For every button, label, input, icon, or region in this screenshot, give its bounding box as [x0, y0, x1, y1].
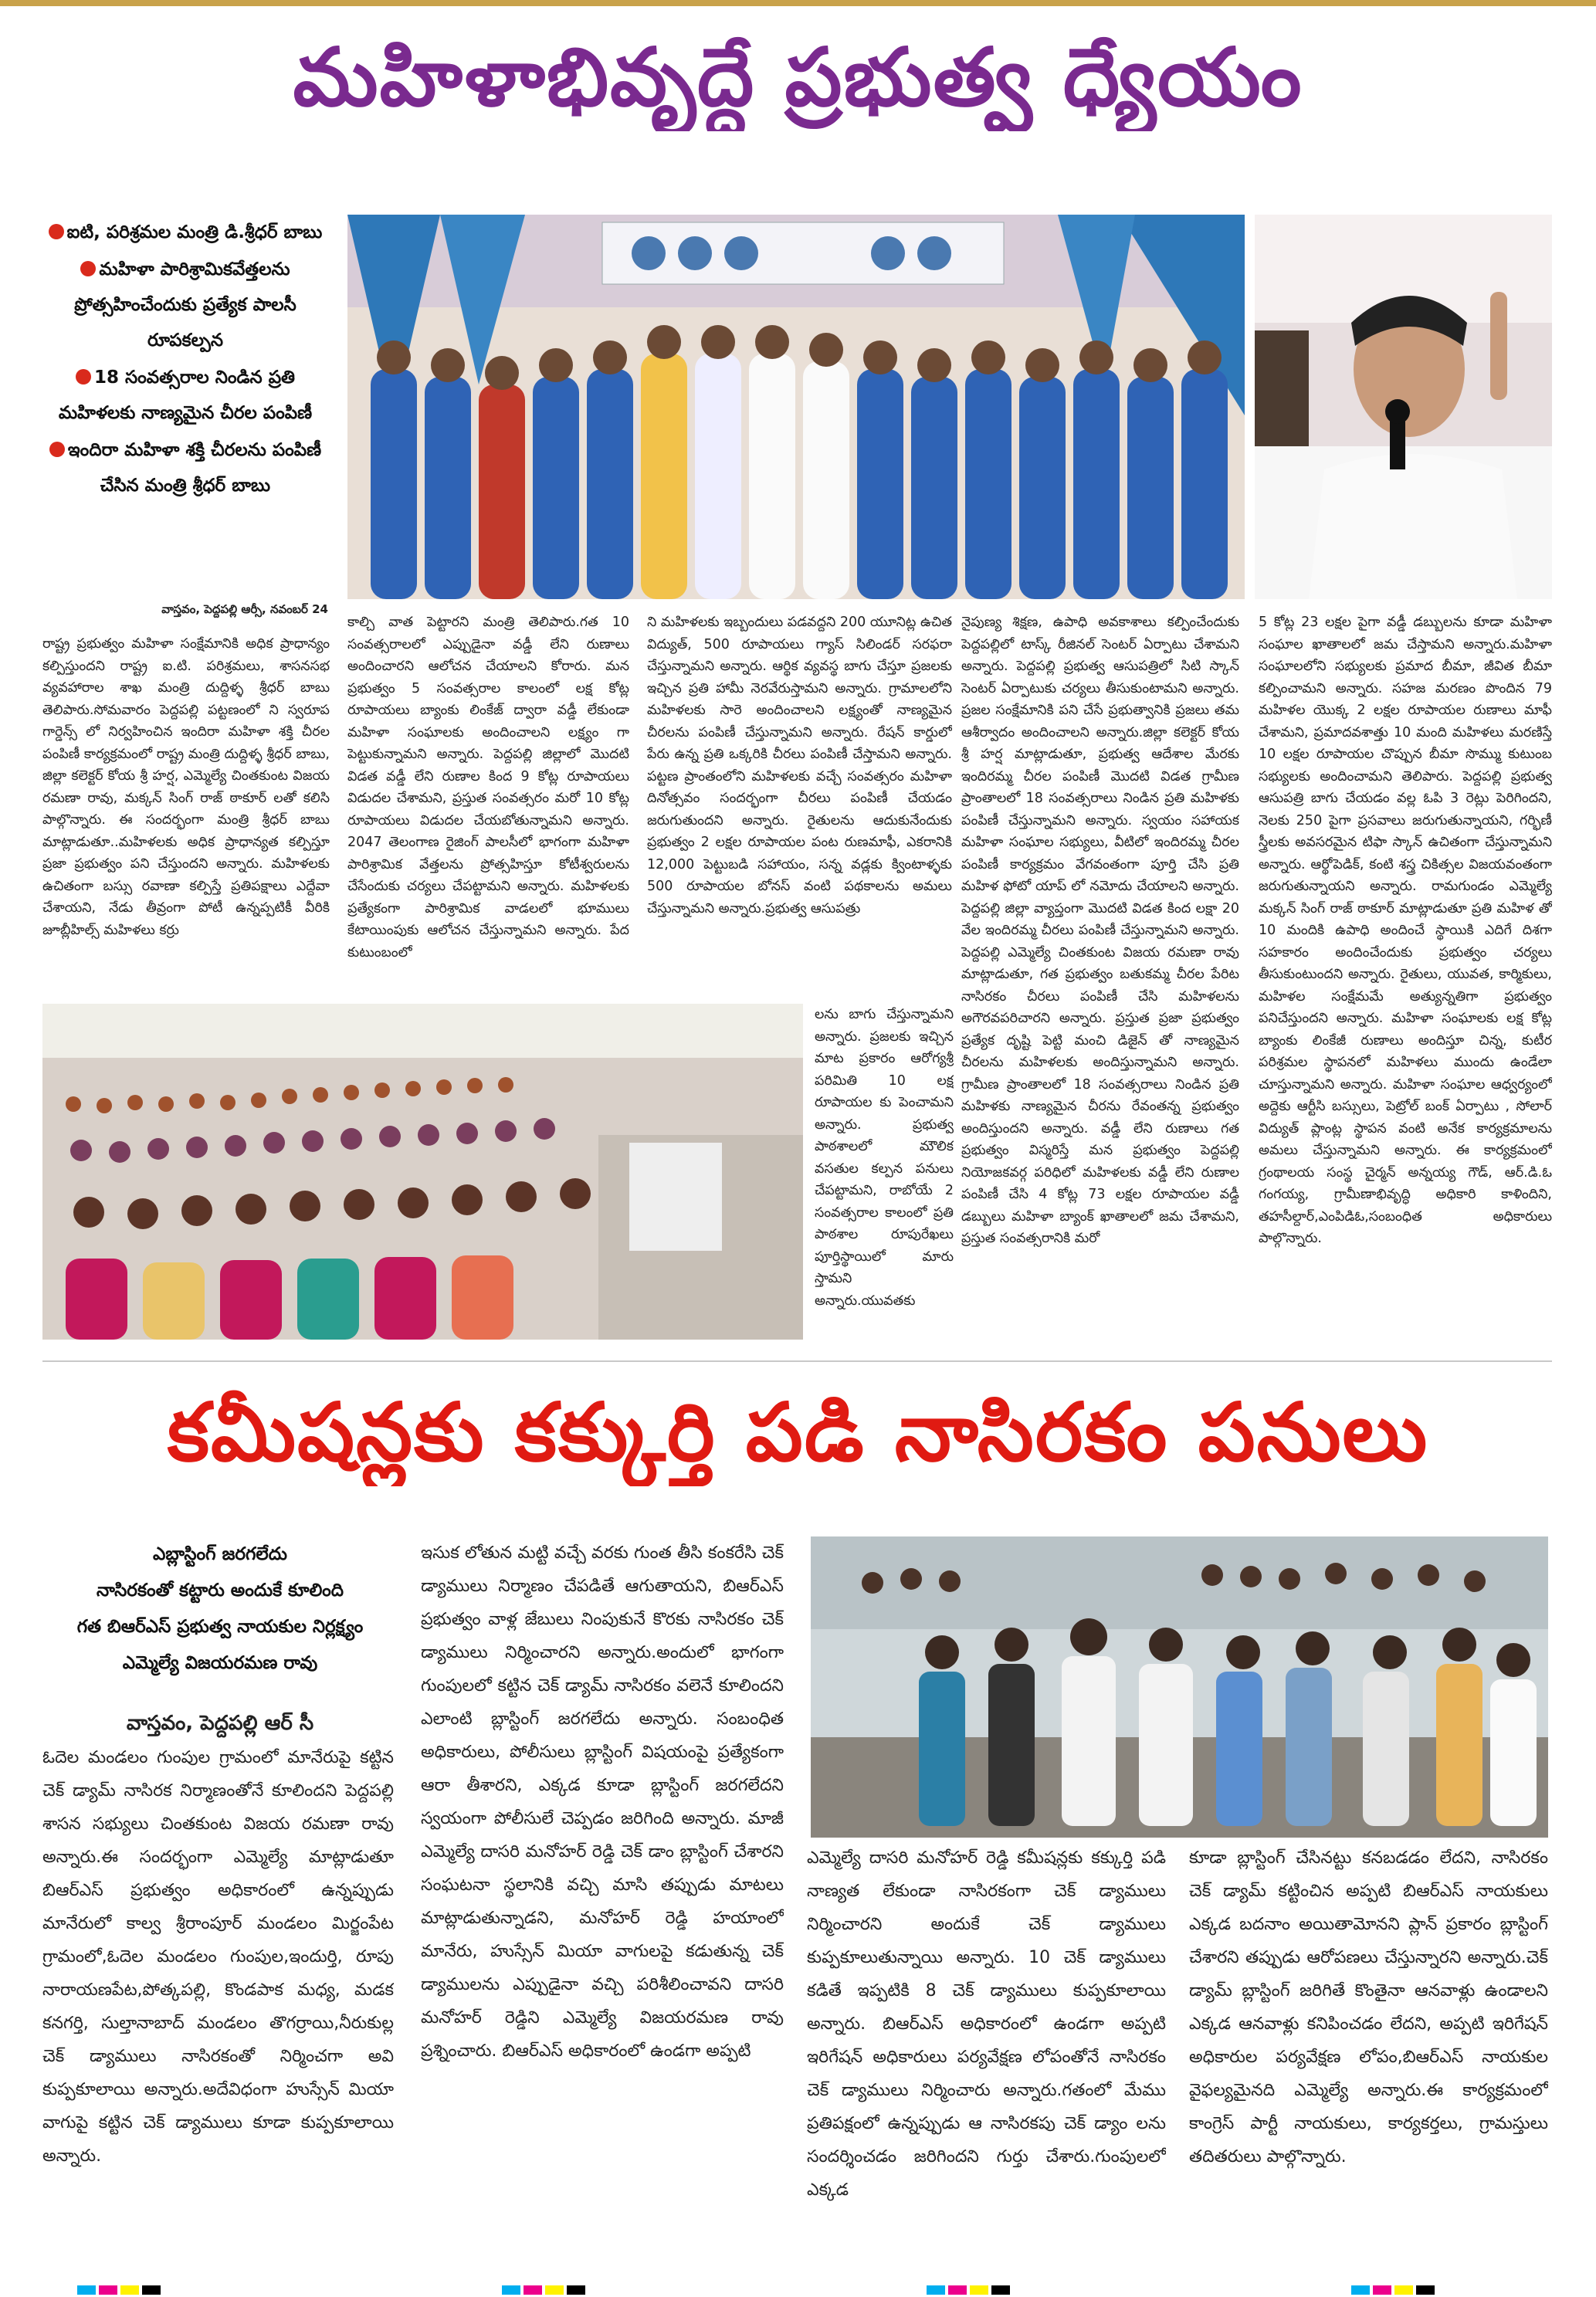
- highlight-item: మహిళా పారిశ్రామికవేత్తలను ప్రోత్సహించేందుకు ప్రత్యేక పాలసీ రూపకల్పన: [74, 259, 296, 351]
- bullet-dot-icon: [76, 369, 91, 385]
- photo-women-audience: [42, 1004, 803, 1340]
- photo-check-dam-inspection: [811, 1536, 1548, 1838]
- color-bar-marks: [0, 2282, 1596, 2297]
- photo-group-saree-distribution: [347, 215, 1245, 599]
- bullet-dot-icon: [80, 261, 96, 276]
- story2-column-2: ఇసుక లోతున మట్టి వచ్చే వరకు గుంత తీసి కంకరేసి చెక్ డ్యాములు నిర్మాణం చేపడితే ఆగుతాయని, బిఆర్ఎస్ ప్రభుత్వం వాళ్ల జేబులు నింపుకునే కొరకు నాసిరకం చెక్ డ్యాములు నిర్మించారని అన్నారు.అందులో భాగంగా గుంపులలో కట్టిన చెక్ డ్యామ్ నాసిరకం వలెనే కూలిందని ఎలాంటి బ్లాస్టింగ్ జరగలేదు అన్నారు. సంబంధిత అధికారులు, పోలీసులు బ్లాస్టింగ్ విషయంపై ప్రత్యేకంగా ఆరా తీశారని, ఎక్కడ కూడా బ్లాస్టింగ్ జరగలేదని స్వయంగా పోలీసులే చెప్పడం జరిగింది అన్నారు. మాజీ ఎమ్మెల్యే దాసరి మనోహర్ రెడ్డి చెక్ డాం బ్లాస్టింగ్ చేశారని సంఘటనా స్థలానికి వచ్చి మాసి తప్పుడు మాటలు మాట్లాడుతున్నాడని, మనోహర్ రెడ్డి హయాంలో మానేరు, హుస్సేన్ మియా వాగులపై కడుతున్న చెక్ డ్యాములను ఎప్పుడైనా వచ్చి పరిశీలించావని దాసరి మనోహర్ రెడ్డిని ఎమ్మెల్యే విజయరమణ రావు ప్రశ్నించారు. బిఆర్ఎస్ అధికారంలో ఉండగా అప్పటి: [421, 1543, 784, 2061]
- story1-column-3b: లను బాగు చేస్తున్నామని అన్నారు. ప్రజలకు ఇచ్చిన మాట ప్రకారం ఆరోగ్యశ్రీ పరిమితి 10 లక్ష రూపాయల కు పెంచామని అన్నారు. ప్రభుత్వ పాఠశాలలో మౌలిక వసతుల కల్పన పనులు చేపట్టామని, రాబోయే 2 సంవత్సరాల కాలంలో ప్రతి పాఠశాల రూపురేఖలు పూర్తిస్థాయిలో మారు స్తామని అన్నారు.యువతకు: [815, 1007, 954, 1309]
- section-divider: [42, 1360, 1552, 1362]
- minister-photo-illustration: [1255, 215, 1552, 599]
- story2-column-4: కూడా బ్లాస్టింగ్ చేసినట్టు కనబడడం లేదని, నాసిరకం చెక్ డ్యామ్ కట్టించిన అప్పటి బిఆర్ఎస్ నాయకులు ఎక్కడ బదనాం అయితామోనని ప్లాన్ ప్రకారం బ్లాస్టింగ్ చేశారని తప్పుడు ఆరోపణలు చేస్తున్నారని అన్నారు.చెక్ డ్యామ్ బ్లాస్టింగ్ జరిగితే కొంతైనా ఆనవాళ్లు ఉండాలని ఎక్కడ ఆనవాళ్లు కనిపించడం లేదని, అప్పటి ఇరిగేషన్ అధికారుల పర్యవేక్షణ లోపం,బిఆర్ఎస్ నాయకుల వైఫల్యమైనది ఎమ్మెల్యే అన్నారు.ఈ కార్యక్రమంలో కాంగ్రెస్ పార్టీ నాయకులు, కార్యకర్తలు, గ్రామస్తులు తదితరులు పాల్గొన్నారు.: [1189, 1848, 1548, 2167]
- group-photo-illustration: [347, 215, 1245, 599]
- kicker-line: నాసిరకంతో కట్టారు అందుకే కూలింది: [96, 1580, 344, 1601]
- story1-column-1: రాష్ట్ర ప్రభుత్వం మహిళా సంక్షేమానికి అధిక ప్రాధాన్యం కల్పిస్తుందని రాష్ట్ర ఐ.టి. పరిశ్రమలు, శాసనసభ వ్యవహారాల శాఖ మంత్రి దుద్దిళ్ళ శ్రీధర్ బాబు తెలిపారు.సోమవారం పెద్దపల్లి పట్టణంలో ని స్వరూప గార్డెన్స్ లో నిర్వహించిన ఇందిరా మహిళా శక్తి చీరల పంపిణీ కార్యక్రమంలో రాష్ట్ర మంత్రి దుద్దిళ్ళ శ్రీధర్ బాబు, జిల్లా కలెక్టర్ కోయ శ్రీ హర్ష, ఎమ్మెల్యే చింతకుంట విజయ రమణా రావు, మక్కన్ సింగ్ రాజ్ ఠాకూర్ లతో కలిసి పాల్గొన్నారు. ఈ సందర్భంగా మంత్రి శ్రీధర్ బాబు మాట్లాడుతూ..మహిళలకు అధిక ప్రాధాన్యత కల్పిస్తూ ప్రజా ప్రభుత్వం పని చేస్తుందని అన్నారు. మహిళలకు ఉచితంగా బస్సు రవాణా కల్పిస్తే ప్రతిపక్షాలు ఎద్దేవా చేశాయని, నేడు తీవ్రంగా పోటీ ఉన్నప్పటికీ వీరికి జూబ్లీహిల్స్ మహిళలు కర్రు: [42, 636, 330, 938]
- kicker-line: ఎమ్మెల్యే విజయరమణ రావు: [122, 1653, 318, 1673]
- story2-dateline: వాస్తవం, పెద్దపల్లి ఆర్ సీ: [126, 1712, 314, 1735]
- print-registration-marks: [0, 2282, 1596, 2297]
- highlight-item: ఇందిరా మహిళా శక్తి చీరలను పంపిణీ చేసిన మంత్రి శ్రీధర్ బాబు: [42, 432, 328, 503]
- headline-substandard-works: కమీషన్లకు కక్కుర్తి పడి నాసిరకం పనులు: [167, 1385, 1429, 1479]
- story2-column-3: ఎమ్మెల్యే దాసరి మనోహర్ రెడ్డి కమీషన్లకు కక్కుర్తి పడి నాణ్యత లేకుండా నాసిరకంగా చెక్ డ్యాములు నిర్మించారని అందుకే చెక్ డ్యాములు కుప్పకూలుతున్నాయి అన్నారు. 10 చెక్ డ్యాములు కడితే ఇప్పటికి 8 చెక్ డ్యాములు కుప్పకూలాయి అన్నారు. బిఆర్ఎస్ అధికారంలో ఉండగా అప్పటి ఇరిగేషన్ అధికారులు పర్యవేక్షణ లోపంతోనే నాసిరకం చెక్ డ్యాములు నిర్మించారు అన్నారు.గతంలో మేము ప్రతిపక్షంలో ఉన్నప్పుడు ఆ నాసిరకపు చెక్ డ్యాం లను సందర్శించడం జరిగిందని గుర్తు చేశారు.గుంపులలో ఎక్కడ: [807, 1848, 1166, 2200]
- kicker-line: ఎబ్లాస్టింగ్ జరగలేదు: [153, 1544, 287, 1564]
- story1-highlights: [42, 215, 328, 505]
- story2-column-1: ఓదెల మండలం గుంపుల గ్రామంలో మానేరుపై కట్టిన చెక్ డ్యామ్ నాసిరక నిర్మాణంతోనే కూలిందని పెద్దపల్లి శాసన సభ్యులు చింతకుంట విజయ రమణా రావు అన్నారు.ఈ సందర్భంగా ఎమ్మెల్యే మాట్లాడుతూ బిఆర్ఎస్ ప్రభుత్వం అధికారంలో ఉన్నప్పుడు మానేరులో కాల్వ శ్రీరాంపూర్ మండలం మిర్జంపేట గ్రామంలో,ఓదెల మండలం గుంపుల,ఇందుర్తి, రూపు నారాయణపేట,పోత్కపల్లి, కొండపాక మధ్య, మడక కనగర్తి, సుల్తానాబాద్ మండలం తొగర్రాయి,నీరుకుల్ల చెక్ డ్యాములు నాసిరకంతో నిర్మించగా అవి కుప్పకూలాయి అన్నారు.అదేవిధంగా హుస్సేన్ మియా వాగుపై కట్టిన చెక్ డ్యాములు కూడా కుప్పకూలాయి అన్నారు.: [42, 1748, 394, 2166]
- top-color-bar: [0, 0, 1596, 6]
- story1-column-5: 5 కోట్ల 23 లక్షల పైగా వడ్డీ డబ్బులను కూడా మహిళా సంఘాల ఖాతాలలో జమ చేస్తామని అన్నారు.మహిళా సంఘాలలోని సభ్యులకు ప్రమాద బీమా, జీవిత బీమా కల్పించామని అన్నారు. సహజ మరణం పొందిన 79 మహిళల యొక్క 2 లక్షల రూపాయల రుణాలు మాఫీ చేశామని, ప్రమాదవశాత్తు 10 మంది మహిళలు మరణిస్తే 10 లక్షల రూపాయల చొప్పున బీమా సొమ్ము కుటుంబ సభ్యులకు అందించామని తెలిపారు. పెద్దపల్లి ప్రభుత్వ ఆసుపత్రి బాగు చేయడం వల్ల ఓపి 3 రెట్లు పెరిగిందని, నెలకు 250 పైగా ప్రసవాలు జరుగుతున్నాయని, గర్భిణీ స్త్రీలకు అవసరమైన టిఫా స్కాన్ ఉచితంగా చేస్తున్నామని అన్నారు. ఆర్థోపెడిక్, కంటి శస్త్ర చికిత్సల విజయవంతంగా జరుగుతున్నాయని అన్నారు. రామగుండం ఎమ్మెల్యే మక్కన్ సింగ్ రాజ్ ఠాకూర్ మాట్లాడుతూ ప్రతి మహిళ తో 10 మందికి ఉపాధి అందించే స్థాయికి ఎదిగే దిశగా సహకారం అందించేందుకు ప్రభుత్వం చర్యలు తీసుకుంటుందని అన్నారు. రైతులు, యువత, కార్మికులు, మహిళల సంక్షేమమే అత్యున్నతిగా ప్రభుత్వం పనిచేస్తుందని అన్నారు. మహిళా సంఘాలకు లక్ష కోట్ల బ్యాంకు లింకేజీ రుణాలు అందిస్తూ చిన్న, కుటీర పరిశ్రమల స్థాపనలో మహిళలు ముందు ఉండేలా చూస్తున్నామని అన్నారు. మహిళా సంఘాల ఆధ్వర్యంలో అద్దెకు ఆర్టీసి బస్సులు, పెట్రోల్ బంక్ ఏర్పాటు , సోలార్ విద్యుత్ ప్లాంట్ల స్థాపన వంటి అనేక కార్యక్రమాలను అమలు చేస్తున్నామని అన్నారు. ఈ కార్యక్రమంలో గ్రంథాలయ సంస్థ చైర్మన్ అన్నయ్య గౌడ్, ఆర్.డి.ఓ గంగయ్య, గ్రామీణాభివృద్ధి అధికారి కాళిందిని, తహసీల్దార్,ఎంపిడిఓ,సంబంధిత అధికారులు పాల్గొన్నారు.: [1259, 615, 1552, 1246]
- story1-column-3: ని మహిళలకు ఇబ్బందులు పడవద్దని 200 యూనిట్ల ఉచిత విద్యుత్, 500 రూపాయలు గ్యాస్ సిలిండర్ సరఫరా చేస్తున్నామని అన్నారు. ఆర్థిక వ్యవస్థ బాగు చేస్తూ ప్రజలకు ఇచ్చిన ప్రతి హామీ నెరవేరుస్తామని అన్నారు. గ్రామాలలోని మహిళలకు సారె అందించాలని లక్ష్యంతో నాణ్యమైన చీరలను పంపిణీ చేస్తున్నామని అన్నారు. రేషన్ కార్డులో పేరు ఉన్న ప్రతి ఒక్కరికి చీరలు పంపిణీ చేస్తామని అన్నారు. పట్టణ ప్రాంతంలోని మహిళలకు వచ్చే సంవత్సరం మహిళా దినోత్సవం సందర్భంగా చీరలు పంపిణీ చేయడం జరుగుతుందని అన్నారు. రైతులను ఆదుకునేందుకు ప్రభుత్వం 2 లక్షల రూపాయల పంట రుణమాఫీ, ఎకరానికి 12,000 పెట్టుబడి సహాయం, సన్న వడ్లకు క్వింటాళ్ళకు 500 రూపాయల బోనస్ వంటి పథకాలను అమలు చేస్తున్నామని అన్నారు.ప్రభుత్వ ఆసుపత్రు: [647, 615, 952, 916]
- highlight-item: 18 సంవత్సరాల నిండిన ప్రతి మహిళలకు నాణ్యమైన చీరల పంపిణీ: [58, 368, 313, 423]
- bullet-dot-icon: [49, 224, 64, 239]
- story1-column-4: నైపుణ్య శిక్షణ, ఉపాధి అవకాశాలు కల్పించేందుకు పెద్దపల్లిలో టాస్క్ రీజినల్ సెంటర్ ఏర్పాటు చేశామని అన్నారు. పెద్దపల్లి ప్రభుత్వ ఆసుపత్రిలో సిటి స్కాన్ సెంటర్ ఏర్పాటుకు చర్యలు తీసుకుంటామని అన్నారు. ప్రజల సంక్షేమానికి పని చేసే ప్రభుత్వానికి ప్రజలు తమ ఆశీర్వాదం అందించాలని అన్నారు.జిల్లా కలెక్టర్ కోయ శ్రీ హర్ష మాట్లాడుతూ, ప్రభుత్వ ఆదేశాల మేరకు ఇందిరమ్మ చీరల పంపిణీ మొదటి విడత గ్రామీణ ప్రాంతాలలో 18 సంవత్సరాలు నిండిన ప్రతి మహిళకు పంపిణీ చేస్తున్నామని అన్నారు. స్వయం సహాయక మహిళా సంఘాల సభ్యులు, వీటిలో ఇందిరమ్మ చీరల పంపిణీ కార్యక్రమం వేగవంతంగా పూర్తి చేసి ప్రతి మహిళ ఫోటో యాప్ లో నమోదు చేయాలని అన్నారు. పెద్దపల్లి జిల్లా వ్యాప్తంగా మొదటి విడత కింద లక్షా 20 వేల ఇందిరమ్మ చీరలు పంపిణీ చేస్తున్నామని అన్నారు. పెద్దపల్లి ఎమ్మెల్యే చింతకుంట విజయ రమణా రావు మాట్లాడుతూ, గత ప్రభుత్వం బతుకమ్మ చీరల పేరిట నాసిరకం చీరలు పంపిణీ చేసి మహిళలను అగౌరవపరిచారని అన్నారు. ప్రస్తుత ప్రజా ప్రభుత్వం ప్రత్యేక దృష్టి పెట్టి మంచి డిజైన్ తో నాణ్యమైన చీరలను మహిళలకు అందిస్తున్నామని అన్నారు. గ్రామీణ ప్రాంతాలలో 18 సంవత్సరాలు నిండిన ప్రతి మహిళకు నాణ్యమైన చీరను రేవంతన్న ప్రభుత్వం అందిస్తుందని అన్నారు. వడ్డీ లేని రుణాలు గత ప్రభుత్వం విస్మరిస్తే మన ప్రభుత్వం పెద్దపల్లి నియోజకవర్గ పరిధిలో మహిళలకు వడ్డీ లేని రుణాల పంపిణీ చేసి 4 కోట్ల 73 లక్షల రూపాయల వడ్డీ డబ్బులు మహిళా బ్యాంక్ ఖాతాలలో జమ చేశామని, ప్రస్తుత సంవత్సరానికి మరో: [961, 615, 1239, 1246]
- audience-photo-illustration: [42, 1004, 803, 1340]
- story1-dateline: వాస్తవం, పెద్దపల్లి ఆర్సీ, నవంబర్ 24: [161, 602, 328, 616]
- bullet-dot-icon: [49, 442, 65, 457]
- inspection-photo-illustration: [811, 1536, 1548, 1838]
- story2-kickers: [46, 1536, 394, 1682]
- story1-column-2: కాల్చి వాత పెట్టారని మంత్రి తెలిపారు.గత 10 సంవత్సరాలలో ఎప్పుడైనా వడ్డీ లేని రుణాలు అందించారని ఆలోచన చేయాలని కోరారు. మన ప్రభుత్వం 5 సంవత్సరాల కాలంలో లక్ష కోట్ల రూపాయలు బ్యాంకు లింకేజ్ ద్వారా వడ్డీ లేకుండా మహిళా సంఘాలకు అందించాలని లక్ష్యం గా పెట్టుకున్నామని అన్నారు. పెద్దపల్లి జిల్లాలో మొదటి విడత వడ్డీ లేని రుణాల కింద 9 కోట్ల రూపాయలు విడుదల చేశామని, ప్రస్తుత సంవత్సరం మరో 10 కోట్ల రూపాయలు విడుదల చేయబోతున్నామని అన్నారు. 2047 తెలంగాణ రైజింగ్ పాలసీలో భాగంగా మహిళా పారిశ్రామిక వేత్తలను ప్రోత్సహిస్తూ కోటీశ్వరులను చేసేందుకు చర్యలు చేపట్టామని అన్నారు. మహిళలకు ప్రత్యేకంగా పారిశ్రామిక వాడలలో భూములు కేటాయింపుకు ఆలోచన చేస్తున్నామని అన్నారు. పేద కుటుంబంలో: [347, 615, 629, 960]
- headline-women-development: మహిళాభివృద్ధే ప్రభుత్వ ధ్యేయం: [293, 30, 1303, 124]
- photo-minister-speaking: [1255, 215, 1552, 599]
- highlight-item: ఐటి, పరిశ్రమల మంత్రి డి.శ్రీధర్ బాబు: [42, 215, 328, 250]
- kicker-line: గత బిఆర్ఎస్ ప్రభుత్వ నాయకుల నిర్లక్ష్యం: [76, 1617, 364, 1637]
